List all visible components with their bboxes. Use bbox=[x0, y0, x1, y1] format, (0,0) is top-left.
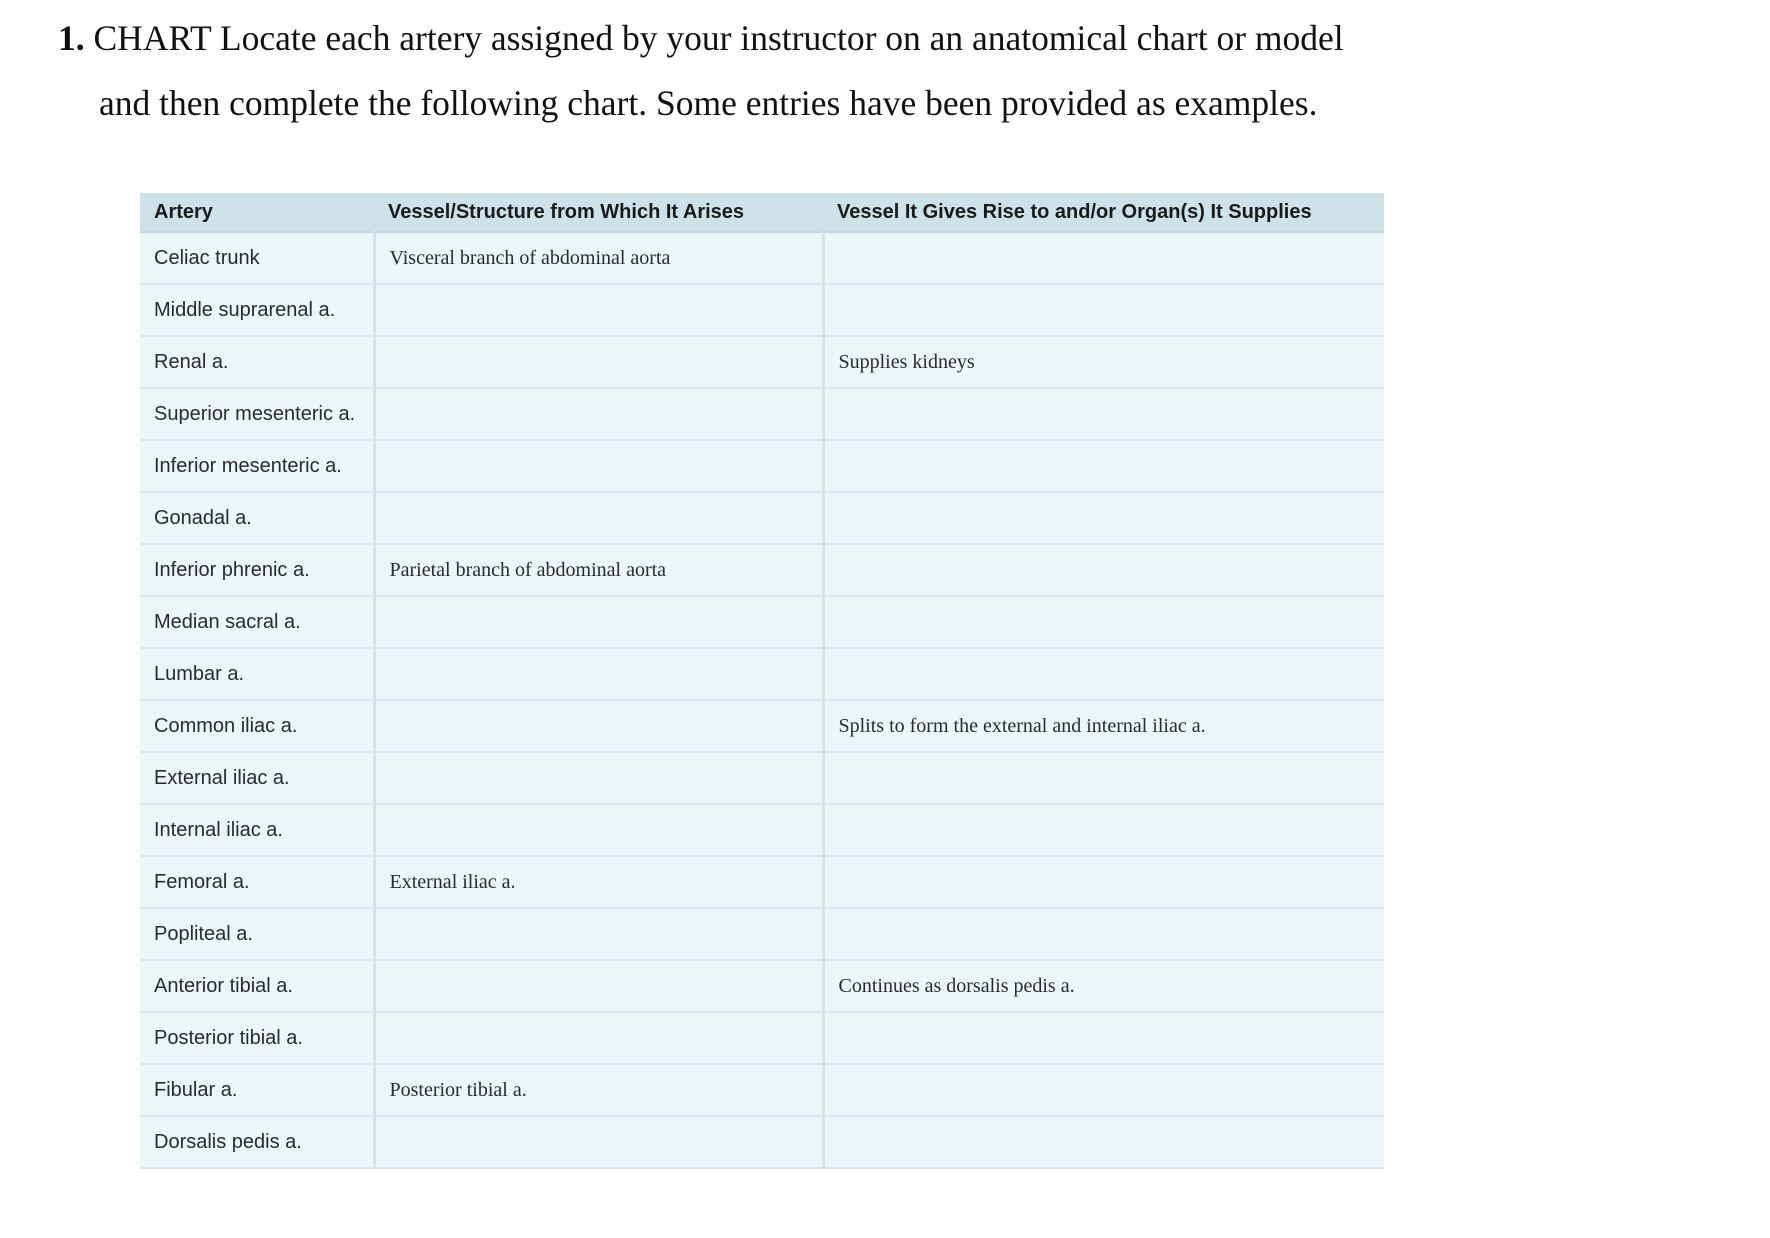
table-row bbox=[140, 752, 1384, 804]
arises-from-cell[interactable] bbox=[374, 492, 823, 544]
table-row bbox=[140, 492, 1384, 544]
supplies-cell[interactable] bbox=[823, 388, 1384, 440]
question-prompt bbox=[58, 6, 1698, 136]
table-row bbox=[140, 1116, 1384, 1168]
artery-cell: Inferior mesenteric a. bbox=[140, 440, 374, 492]
supplies-cell[interactable] bbox=[823, 856, 1384, 908]
table-row bbox=[140, 700, 1384, 752]
table-row bbox=[140, 1064, 1384, 1116]
supplies-cell[interactable] bbox=[823, 648, 1384, 700]
supplies-cell[interactable] bbox=[823, 544, 1384, 596]
table-row bbox=[140, 960, 1384, 1012]
supplies-cell[interactable] bbox=[823, 492, 1384, 544]
table-row bbox=[140, 544, 1384, 596]
question-number: 1. bbox=[58, 18, 85, 58]
artery-cell: Middle suprarenal a. bbox=[140, 284, 374, 336]
supplies-cell[interactable]: Supplies kidneys bbox=[823, 336, 1384, 388]
artery-cell: External iliac a. bbox=[140, 752, 374, 804]
arises-from-cell[interactable] bbox=[374, 388, 823, 440]
table-row bbox=[140, 648, 1384, 700]
question-line-1 bbox=[58, 6, 1698, 71]
header-artery: Artery bbox=[140, 193, 374, 232]
arises-from-cell[interactable]: Posterior tibial a. bbox=[374, 1064, 823, 1116]
table-row bbox=[140, 232, 1384, 284]
supplies-cell[interactable] bbox=[823, 804, 1384, 856]
arises-from-cell[interactable] bbox=[374, 284, 823, 336]
table-body bbox=[140, 232, 1384, 1168]
arises-from-cell[interactable]: Parietal branch of abdominal aorta bbox=[374, 544, 823, 596]
arises-from-cell[interactable]: Visceral branch of abdominal aorta bbox=[374, 232, 823, 284]
artery-cell: Celiac trunk bbox=[140, 232, 374, 284]
supplies-cell[interactable] bbox=[823, 440, 1384, 492]
arises-from-cell[interactable] bbox=[374, 804, 823, 856]
supplies-cell[interactable] bbox=[823, 752, 1384, 804]
artery-cell: Internal iliac a. bbox=[140, 804, 374, 856]
artery-cell: Popliteal a. bbox=[140, 908, 374, 960]
artery-cell: Common iliac a. bbox=[140, 700, 374, 752]
artery-cell: Anterior tibial a. bbox=[140, 960, 374, 1012]
header-supplies: Vessel It Gives Rise to and/or Organ(s) It Supplies bbox=[823, 193, 1384, 232]
question-text-line-2: and then complete the following chart. Some entries have been provided as examples. bbox=[99, 83, 1318, 123]
artery-chart-table bbox=[140, 193, 1384, 1169]
arises-from-cell[interactable] bbox=[374, 596, 823, 648]
arises-from-cell[interactable]: External iliac a. bbox=[374, 856, 823, 908]
arises-from-cell[interactable] bbox=[374, 336, 823, 388]
table-row bbox=[140, 388, 1384, 440]
arises-from-cell[interactable] bbox=[374, 1116, 823, 1168]
artery-cell: Renal a. bbox=[140, 336, 374, 388]
artery-cell: Posterior tibial a. bbox=[140, 1012, 374, 1064]
artery-cell: Inferior phrenic a. bbox=[140, 544, 374, 596]
arises-from-cell[interactable] bbox=[374, 752, 823, 804]
artery-cell: Dorsalis pedis a. bbox=[140, 1116, 374, 1168]
table-row bbox=[140, 336, 1384, 388]
arises-from-cell[interactable] bbox=[374, 440, 823, 492]
header-arises-from: Vessel/Structure from Which It Arises bbox=[374, 193, 823, 232]
arises-from-cell[interactable] bbox=[374, 648, 823, 700]
supplies-cell[interactable] bbox=[823, 1064, 1384, 1116]
table-row bbox=[140, 596, 1384, 648]
artery-cell: Lumbar a. bbox=[140, 648, 374, 700]
arises-from-cell[interactable] bbox=[374, 1012, 823, 1064]
artery-cell: Femoral a. bbox=[140, 856, 374, 908]
table-header-row bbox=[140, 193, 1384, 232]
supplies-cell[interactable] bbox=[823, 1116, 1384, 1168]
table-row bbox=[140, 284, 1384, 336]
arises-from-cell[interactable] bbox=[374, 700, 823, 752]
supplies-cell[interactable] bbox=[823, 1012, 1384, 1064]
artery-cell: Gonadal a. bbox=[140, 492, 374, 544]
arises-from-cell[interactable] bbox=[374, 960, 823, 1012]
supplies-cell[interactable] bbox=[823, 284, 1384, 336]
supplies-cell[interactable]: Splits to form the external and internal iliac a. bbox=[823, 700, 1384, 752]
table-row bbox=[140, 856, 1384, 908]
question-line-2 bbox=[58, 71, 1698, 136]
artery-cell: Superior mesenteric a. bbox=[140, 388, 374, 440]
table-row bbox=[140, 1012, 1384, 1064]
supplies-cell[interactable] bbox=[823, 908, 1384, 960]
table-row bbox=[140, 804, 1384, 856]
artery-cell: Fibular a. bbox=[140, 1064, 374, 1116]
table-row bbox=[140, 440, 1384, 492]
table-row bbox=[140, 908, 1384, 960]
supplies-cell[interactable] bbox=[823, 596, 1384, 648]
supplies-cell[interactable] bbox=[823, 232, 1384, 284]
artery-cell: Median sacral a. bbox=[140, 596, 374, 648]
arises-from-cell[interactable] bbox=[374, 908, 823, 960]
question-text-line-1: CHART Locate each artery assigned by your instructor on an anatomical chart or model bbox=[93, 18, 1344, 58]
supplies-cell[interactable]: Continues as dorsalis pedis a. bbox=[823, 960, 1384, 1012]
